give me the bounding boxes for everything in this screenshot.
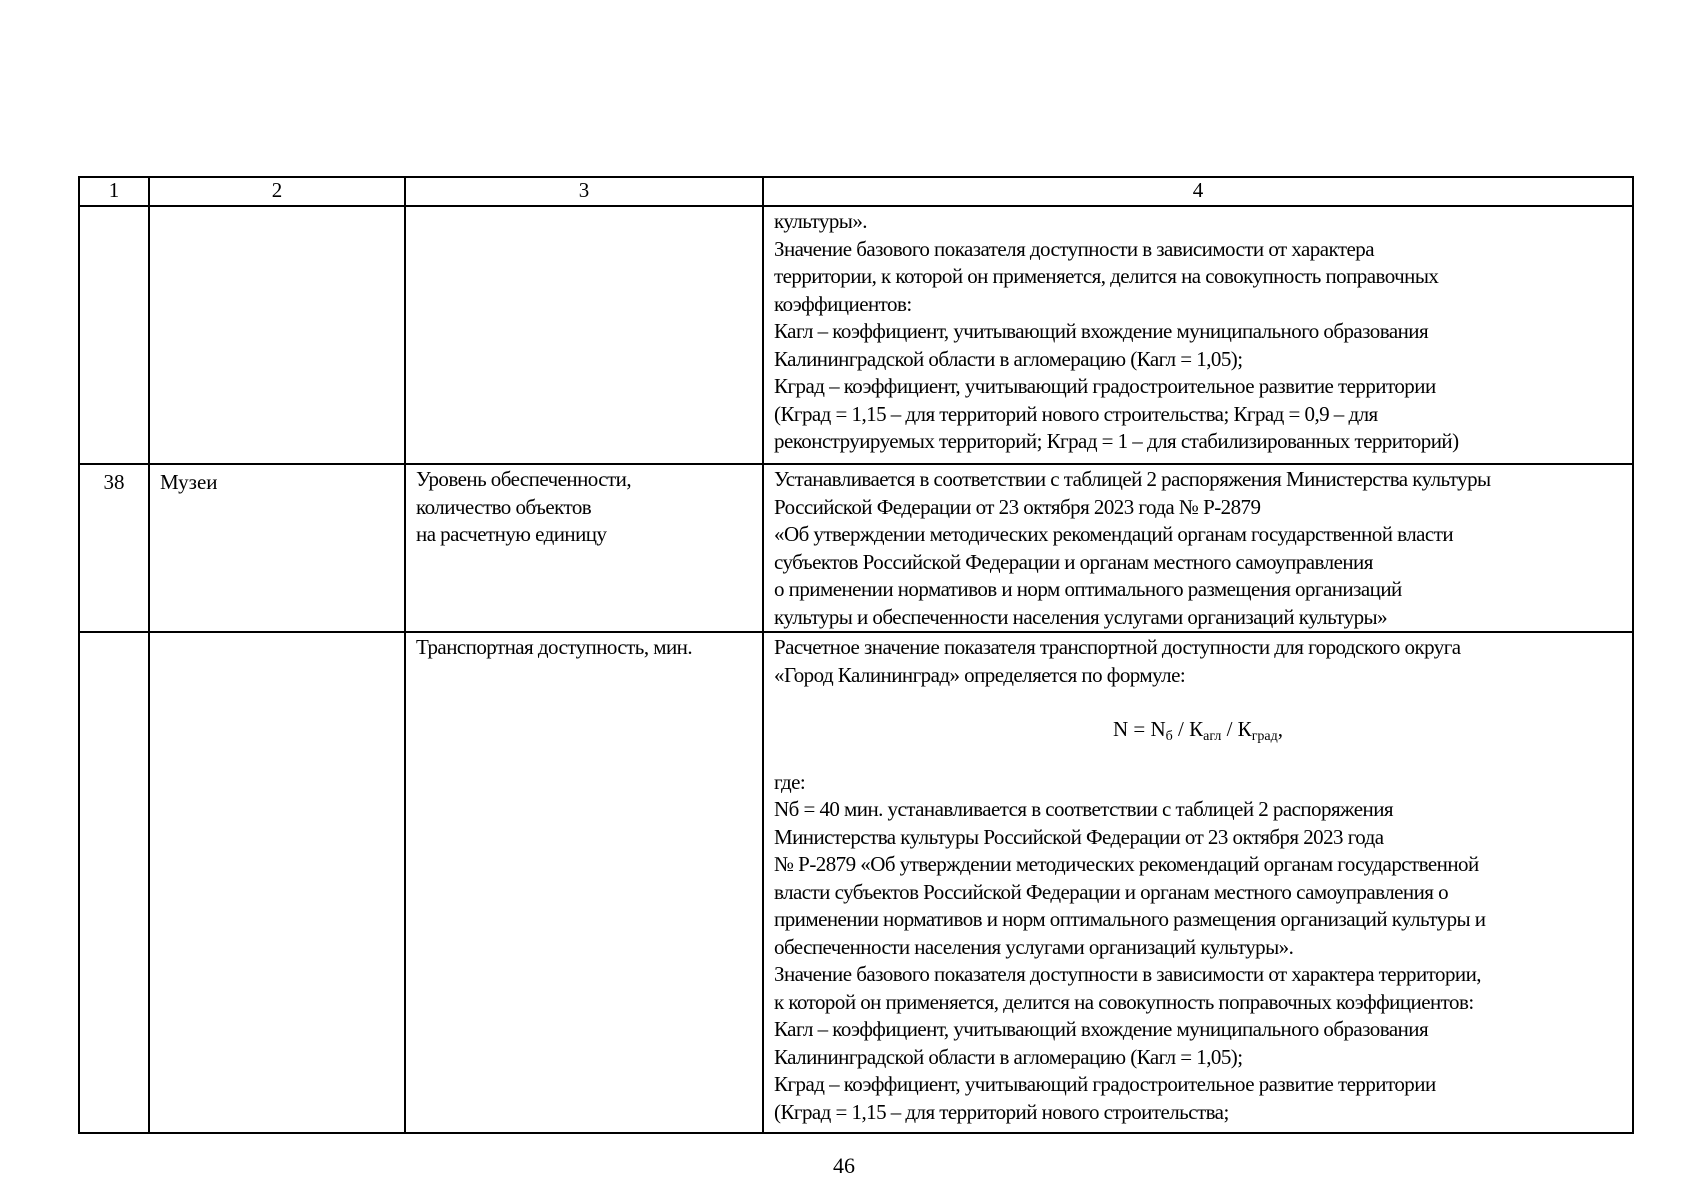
text-line: Транспортная доступность, мин.	[416, 635, 693, 659]
text-line: Кагл – коэффициент, учитывающий вхождение муниципального образования	[774, 1017, 1429, 1041]
text-line: Уровень обеспеченности,	[416, 467, 632, 491]
text-line: Nб = 40 мин. устанавливается в соответствии с таблицей 2 распоряжения	[774, 797, 1393, 821]
facility-name: Музеи	[160, 470, 218, 494]
text-line: власти субъектов Российской Федерации и органам местного самоуправления о	[774, 879, 1449, 904]
table-row	[79, 632, 1633, 1133]
text-line: Кград – коэффициент, учитывающий градостроительное развитие территории	[774, 374, 1436, 398]
text-line: о применении нормативов и норм оптимального размещения организаций	[774, 577, 1402, 601]
text-line: применении нормативов и норм оптимального размещения организаций культуры и	[774, 907, 1486, 931]
formula-part: / К	[1172, 717, 1204, 741]
row1-name-cell	[149, 206, 405, 464]
row-description-cell	[763, 464, 1633, 632]
formula-subscript: агл	[1203, 729, 1222, 744]
header-col-2: 2	[149, 177, 405, 206]
page-number: 46	[833, 1153, 855, 1178]
row3-number-cell	[79, 632, 149, 1133]
text-line: (Кград = 1,15 – для территорий нового строительства;	[774, 1099, 1229, 1124]
row-indicator-cell	[405, 464, 763, 632]
text-line: Кагл – коэффициент, учитывающий вхождение муниципального образования	[774, 319, 1429, 343]
text-line: № Р-2879 «Об утверждении методических рекомендаций органам государственной	[774, 852, 1479, 876]
text-line: Калининградской области в агломерацию (Кагл = 1,05);	[774, 346, 1243, 371]
header-col-1: 1	[79, 177, 149, 206]
text-line: «Город Калининград» определяется по формуле:	[774, 662, 1186, 687]
text-line: Устанавливается в соответствии с таблицей 2 распоряжения Министерства культуры	[774, 467, 1491, 491]
text-line: культуры и обеспеченности населения услугами организаций культуры»	[774, 604, 1388, 629]
text-line: где:	[774, 769, 806, 794]
text-line: коэффициентов:	[774, 291, 912, 316]
text-line: «Об утверждении методических рекомендаций органам государственной власти	[774, 522, 1454, 546]
text-line: территории, к которой он применяется, делится на совокупность поправочных	[774, 264, 1439, 288]
text-line: к которой он применяется, делится на совокупность поправочных коэффициентов:	[774, 989, 1474, 1014]
row1-number-cell	[79, 206, 149, 464]
text-line: культуры».	[774, 209, 867, 233]
text-line: Расчетное значение показателя транспортной доступности для городского округа	[774, 635, 1461, 659]
text-line: (Кград = 1,15 – для территорий нового строительства; Кград = 0,9 – для	[774, 401, 1378, 426]
row-number: 38	[103, 470, 125, 494]
text-line: Значение базового показателя доступности в зависимости от характера территории,	[774, 962, 1481, 986]
row-number-cell	[79, 464, 149, 632]
text-line: реконструируемых территорий; Кград = 1 – для стабилизированных территорий)	[774, 429, 1459, 453]
text-line: Кград – коэффициент, учитывающий градостроительное развитие территории	[774, 1072, 1436, 1096]
text-line: Министерства культуры Российской Федерации от 23 октября 2023 года	[774, 824, 1384, 849]
formula-part: N = N	[1112, 717, 1166, 741]
text-line: на расчетную единицу	[416, 522, 607, 546]
row-name-cell	[149, 464, 405, 632]
table-row	[79, 206, 1633, 464]
formula-subscript: б	[1165, 729, 1173, 744]
formula-part: / К	[1221, 717, 1252, 741]
text-line: обеспеченности населения услугами организаций культуры».	[774, 934, 1294, 959]
text-line: Российской Федерации от 23 октября 2023 года № Р-2879	[774, 494, 1261, 519]
row3-name-cell	[149, 632, 405, 1133]
table-header-row	[79, 177, 1633, 206]
text-line: субъектов Российской Федерации и органам местного самоуправления	[774, 549, 1373, 574]
formula-part: ,	[1277, 717, 1284, 741]
row1-indicator-cell	[405, 206, 763, 464]
text-line: Значение базового показателя доступности в зависимости от характера	[774, 236, 1374, 261]
row1-description-cell	[763, 206, 1633, 464]
formula	[774, 716, 1622, 744]
text-line: количество объектов	[416, 494, 592, 519]
row3-indicator-cell	[405, 632, 763, 1133]
header-col-4: 4	[763, 177, 1633, 206]
row3-description-cell	[763, 632, 1633, 1133]
text-line: Калининградской области в агломерацию (Кагл = 1,05);	[774, 1044, 1243, 1069]
header-col-3: 3	[405, 177, 763, 206]
norms-table	[78, 176, 1634, 1134]
formula-subscript: град	[1251, 729, 1278, 744]
table-row	[79, 464, 1633, 632]
